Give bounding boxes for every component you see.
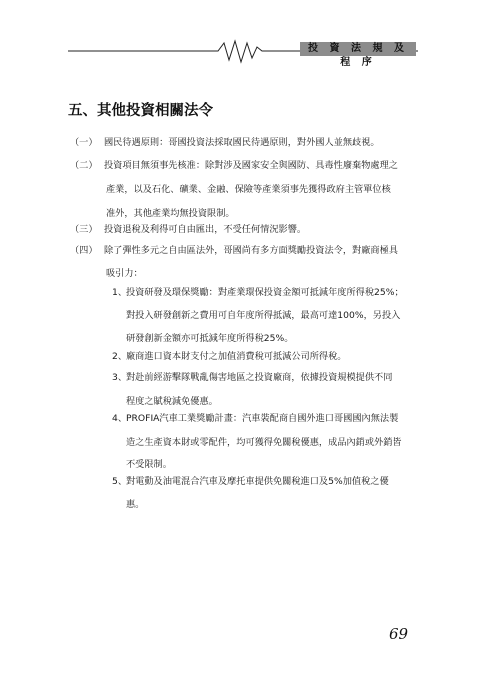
sub-item-label: 4、: [112, 413, 128, 424]
list-item-text: 准外，其他產業均無投資限制。: [106, 208, 235, 219]
sub-item-text: 程度之賦稅減免優惠。: [126, 396, 218, 407]
list-item-text: 吸引力：: [106, 268, 143, 279]
list-item-text: 國民待遇原則：哥國投資法採取國民待遇原則，對外國人並無歧視。: [104, 137, 380, 148]
sub-item-text: 對電動及油電混合汽車及摩托車提供免關稅進口及5%加值稅之優: [126, 476, 389, 487]
sub-item-label: 5、: [112, 476, 128, 487]
list-item-text: 產業，以及石化、礦業、金融、保險等產業須事先獲得政府主管單位核: [106, 184, 391, 195]
list-item-text: 除了彈性多元之自由區法外，哥國尚有多方面獎勵投資法令，對廠商極具: [104, 245, 398, 256]
header-title: 投 資 法 規 及 程 序: [300, 42, 416, 56]
section-title: 五、其他投資相關法令: [68, 102, 213, 119]
sub-item-text: 廠商進口資本財支付之加值消費稅可抵減公司所得稅。: [126, 351, 347, 362]
sub-item-label: 1、: [112, 287, 128, 298]
list-item-text: 投資退稅及利得可自由匯出，不受任何情況影響。: [104, 224, 307, 235]
list-item-label: （三）: [70, 224, 98, 235]
sub-item-text: 造之生產資本財或零配件，均可獲得免關稅優惠，成品內銷或外銷皆: [126, 437, 402, 448]
sub-item-text: 惠。: [126, 499, 145, 510]
sub-item-text: 投資研發及環保獎勵：對產業環保投資金額可抵減年度所得稅25%；: [126, 287, 404, 298]
sub-item-text: 對赴前經游擊隊戰亂傷害地區之投資廠商，依據投資規模提供不同: [126, 372, 393, 383]
list-item-label: （一）: [70, 137, 98, 148]
sub-item-text: 對投入研發創新之費用可自年度所得抵減，最高可達100%，另投入: [126, 310, 401, 321]
sub-item-label: 3、: [112, 372, 128, 383]
list-item-label: （二）: [70, 160, 98, 171]
list-item-text: 投資項目無須事先核准：除對涉及國家安全與國防、具毒性廢棄物處理之: [104, 160, 398, 171]
sub-item-text: 研發創新金額亦可抵減年度所得稅25%。: [126, 333, 294, 344]
sub-item-label: 2、: [112, 351, 128, 362]
page-number: 69: [389, 625, 409, 643]
sub-item-text: PROFIA汽車工業獎勵計畫：汽車裝配商自國外進口哥國國內無法製: [126, 413, 399, 424]
sub-item-text: 不受限制。: [126, 459, 172, 470]
list-item-label: （四）: [70, 245, 98, 256]
